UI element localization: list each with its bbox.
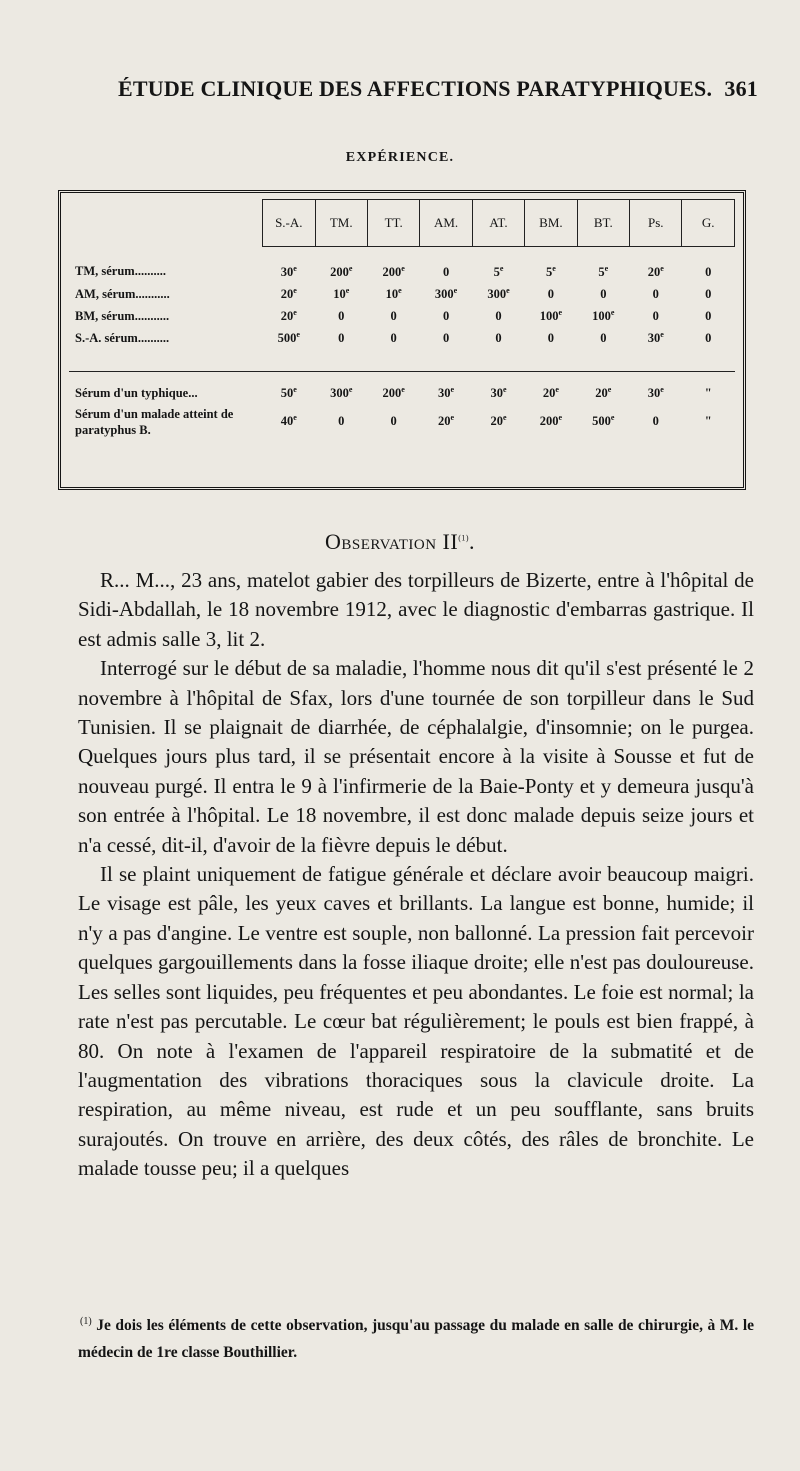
column-header: TT. <box>367 200 419 247</box>
table-cell: 30e <box>472 372 524 405</box>
table-cell: 20e <box>577 372 629 405</box>
table-cell: " <box>682 372 735 405</box>
table-cell: 0 <box>338 308 345 323</box>
dilution-superscript: e <box>555 384 559 394</box>
row-label: Sérum d'un typhique... <box>69 372 263 405</box>
dilution-superscript: e <box>450 384 455 394</box>
table-cell: 10e <box>333 285 350 302</box>
dilution-superscript: e <box>552 263 556 273</box>
dilution-superscript: e <box>345 285 350 295</box>
table-cell: 200e <box>330 263 353 280</box>
dilution-superscript: e <box>296 329 300 339</box>
column-header: AT. <box>472 200 524 247</box>
table-cell: 0 <box>705 286 712 301</box>
table-cell: 30e <box>647 329 664 346</box>
table-cell: 300e <box>315 372 367 405</box>
dilution-superscript: e <box>293 384 297 394</box>
column-header: Ps. <box>630 200 682 247</box>
table-spacer <box>69 349 735 372</box>
dilution-superscript: e <box>660 384 664 394</box>
table-cell: 0 <box>442 308 450 323</box>
table-cell: 0 <box>600 330 607 345</box>
dilution-superscript: e <box>499 263 504 273</box>
observation-body <box>78 566 754 1184</box>
table-cell: 0 <box>705 330 712 345</box>
dilution-superscript: e <box>293 263 297 273</box>
dilution-superscript: e <box>610 412 615 422</box>
table-cell: 5e <box>598 263 609 280</box>
footnote <box>78 1308 754 1366</box>
dilution-superscript: e <box>401 384 405 394</box>
table-row <box>69 283 735 305</box>
table-cell: 300e <box>487 285 510 302</box>
dilution-superscript: e <box>502 384 507 394</box>
table-cell: 0 <box>338 413 345 428</box>
table-cell: 0 <box>495 308 502 323</box>
table-cell: 200e <box>367 372 419 405</box>
table-cell: 20e <box>280 285 297 302</box>
table-cell: 0 <box>652 308 659 323</box>
dilution-superscript: e <box>607 384 612 394</box>
table-cell: 10e <box>385 285 402 302</box>
table-row <box>69 247 735 284</box>
table-cell: 0 <box>338 330 345 345</box>
paragraph: Il se plaint uniquement de fatigue générale et déclare avoir beaucoup maigri. Le visage est pâle, les yeux caves et brillants. La langue est bonne, humide; il n'y a pas d'angine. Le ventre est souple, non ballonné. La pression fait percevoir quelques gargouillements dans la fosse iliaque droite; elle n'est pas douloureuse. Les selles sont liquides, peu fréquentes et peu abondantes. Le foie est normal; la rate n'est pas percutable. Le cœur bat régulièrement; le pouls est bien frappé, à 80. On note à l'examen de l'appareil respiratoire de la submatité et de l'augmentation des vibrations thoraciques sous la clavicule droite. La respiration, au même niveau, est rude et un peu soufflante, sans bruits surajoutés. On trouve en arrière, des deux côtés, des râles de bronchite. Le malade tousse peu; il a quelques <box>78 862 754 1181</box>
table-cell: 50e <box>263 372 315 405</box>
footnote-mark: (1) <box>80 1316 92 1327</box>
table-row <box>69 305 735 327</box>
row-label: AM, sérum........... <box>75 286 170 301</box>
dilution-superscript: e <box>610 307 615 317</box>
table-cell: 20e <box>438 412 455 429</box>
table-cell: 0 <box>495 330 502 345</box>
table-cell: 5e <box>493 263 504 280</box>
row-label: Sérum d'un malade atteint de paratyphus B. <box>75 407 234 437</box>
dilution-superscript: e <box>604 263 609 273</box>
dilution-superscript: e <box>398 285 402 295</box>
table-cell: 20e <box>647 263 664 280</box>
row-label: BM, sérum........... <box>75 308 170 323</box>
table-cell: 0 <box>442 330 450 345</box>
table-cell: 100e <box>539 307 563 324</box>
dilution-superscript: e <box>558 412 563 422</box>
page-number: 361 <box>724 76 758 101</box>
dilution-superscript: e <box>453 285 458 295</box>
table-cell: 5e <box>546 263 556 280</box>
dilution-superscript: e <box>450 412 455 422</box>
dilution-superscript: e <box>506 285 510 295</box>
table-corner <box>69 200 263 247</box>
column-header: S.-A. <box>263 200 315 247</box>
table-cell: 20e <box>490 412 507 429</box>
paragraph: R... M..., 23 ans, matelot gabier des torpilleurs de Bizerte, entre à l'hôpital de Sidi-Abdallah, le 18 novembre 1912, avec le diagnostic d'embarras gastrique. Il est admis salle 3, lit 2. <box>78 568 754 651</box>
column-header: AM. <box>420 200 472 247</box>
dilution-superscript: e <box>401 263 405 273</box>
column-header: TM. <box>315 200 367 247</box>
dilution-superscript: e <box>348 263 353 273</box>
table-cell: 0 <box>705 308 712 323</box>
dilution-superscript: e <box>558 307 563 317</box>
experience-table <box>69 199 735 438</box>
dilution-superscript: e <box>660 329 664 339</box>
dilution-superscript: e <box>293 285 297 295</box>
table-row <box>69 372 735 405</box>
table-cell: 40e <box>280 412 297 429</box>
column-header: BM. <box>525 200 577 247</box>
row-label: TM, sérum.......... <box>75 264 166 279</box>
running-title: ÉTUDE CLINIQUE DES AFFECTIONS PARATYPHIQUES. <box>118 76 713 101</box>
table-cell: 0 <box>442 264 450 279</box>
dilution-superscript: e <box>293 307 297 317</box>
dilution-superscript: e <box>660 263 664 273</box>
table-row <box>69 404 735 438</box>
table-cell: 0 <box>652 413 659 428</box>
table-row <box>69 327 735 349</box>
column-header: BT. <box>577 200 629 247</box>
table-cell: 30e <box>630 372 682 405</box>
paragraph: Interrogé sur le début de sa maladie, l'homme nous dit qu'il s'est présenté le 2 novembre à l'hôpital de Sfax, lors d'une tournée de son torpilleur dans le Sud Tunisien. Il se plaignait de diarrhée, de céphalalgie, d'insomnie; on le purgea. Quelques jours plus tard, il se présentait encore à la visite à Sousse et fut de nouveau purgé. Il entra le 9 à l'infirmerie de la Baie-Ponty et y demeura jusqu'à son entrée à l'hôpital. Le 18 novembre, il est donc malade depuis seize jours et n'a cessé, dit-il, d'avoir de la fièvre depuis le début. <box>78 656 754 857</box>
observation-heading: Observation II$^{(1)}$. <box>324 529 476 554</box>
observation-title: Observation II <box>324 529 459 554</box>
dilution-superscript: e <box>348 384 353 394</box>
dilution-superscript: e <box>502 412 507 422</box>
table-cell: 0 <box>390 413 397 428</box>
table-cell: 20e <box>280 307 297 324</box>
footnote-reference: (1) <box>458 533 470 543</box>
table-cell: 20e <box>525 372 577 405</box>
table-cell: 100e <box>592 307 615 324</box>
row-label: S.-A. sérum.......... <box>75 330 170 345</box>
table-cell: 30e <box>280 263 297 280</box>
experience-table-frame <box>58 190 746 490</box>
table-cell: 0 <box>390 330 397 345</box>
table-cell: 200e <box>539 412 563 429</box>
table-cell: 200e <box>382 263 405 280</box>
dilution-superscript: e <box>293 412 297 422</box>
table-cell: 0 <box>652 286 659 301</box>
table-cell: 0 <box>547 330 555 345</box>
table-header-row <box>69 200 735 247</box>
table-cell: 0 <box>600 286 607 301</box>
table-cell: " <box>704 413 712 428</box>
table-cell: 500e <box>592 412 615 429</box>
table-cell: 30e <box>420 372 472 405</box>
experience-title: EXPÉRIENCE. <box>345 150 455 165</box>
table-cell: 0 <box>390 308 397 323</box>
table-cell: 0 <box>547 286 555 301</box>
column-header: G. <box>682 200 735 247</box>
table-cell: 500e <box>277 329 300 346</box>
table-cell: 300e <box>434 285 458 302</box>
footnote-text: Je dois les éléments de cette observation, jusqu'au passage du malade en salle de chirurgie, à M. le médecin de 1re classe Bouthillier. <box>78 1317 755 1362</box>
table-cell: 0 <box>705 264 712 279</box>
